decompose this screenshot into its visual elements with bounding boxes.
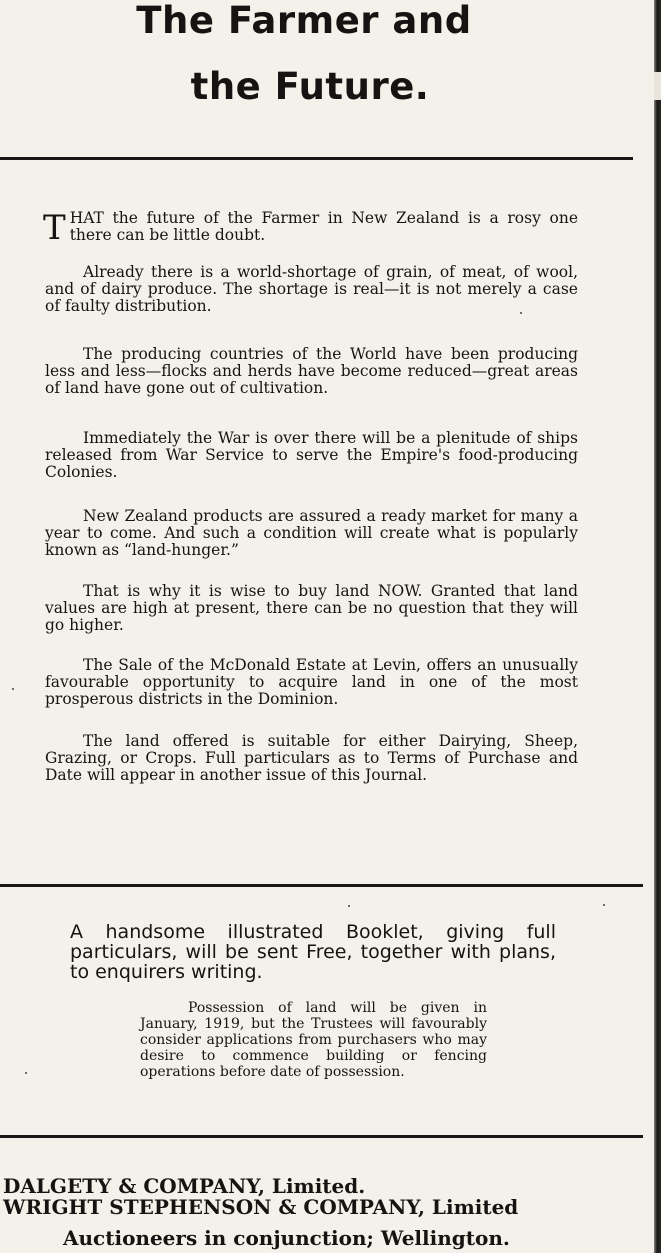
article-paragraph-7: The Sale of the McDonald Estate at Levin, offers an unusually favourable opportunity to acquire land in one of the most prosperous districts in the Dominion. (45, 656, 578, 708)
page-edge-gap (654, 72, 661, 100)
print-speck (520, 312, 522, 314)
article-paragraph-2: Already there is a world-shortage of grain, of meat, of wool, and of dairy produce. The shortage is real—it is not merely a case of faulty distribution. (45, 263, 578, 315)
middle-divider (0, 884, 643, 887)
headline-line-1: The Farmer and (136, 0, 472, 42)
top-divider (0, 157, 633, 160)
print-speck (25, 1072, 27, 1074)
page-edge-border (654, 0, 661, 1253)
headline-line-2: the Future. (190, 65, 430, 108)
article-paragraph-6: That is why it is wise to buy land NOW. Granted that land values are high at present, there can be no question that they will go higher. (45, 582, 578, 634)
auctioneers-line: Auctioneers in conjunction; Wellington. (63, 1226, 510, 1250)
print-speck (603, 904, 605, 906)
article-paragraph-1-text: HAT the future of the Farmer in New Zealand is a rosy one there can be little doubt. (69, 209, 578, 244)
company-line-dalgety: DALGETY & COMPANY, Limited. (3, 1174, 366, 1198)
possession-notice: Possession of land will be given in January, 1919, but the Trustees will favourably consider applications from purchasers who may desire to commence building or fencing operations before date of possession. (140, 1000, 487, 1080)
article-paragraph-1 (43, 208, 578, 248)
article-paragraph-8: The land offered is suitable for either Dairying, Sheep, Grazing, or Crops. Full particulars as to Terms of Purchase and Date will appear in another issue of this Journal. (45, 732, 578, 784)
article-paragraph-4: Immediately the War is over there will be a plenitude of ships released from War Service to serve the Empire's food-producing Colonies. (45, 429, 578, 481)
bottom-divider (0, 1135, 643, 1138)
drop-cap: T (43, 208, 66, 248)
article-paragraph-5: New Zealand products are assured a ready market for many a year to come. And such a condition will create what is popularly known as “land-hunger.” (45, 507, 578, 559)
article-paragraph-3: The producing countries of the World have been producing less and less—flocks and herds have become reduced—great areas of land have gone out of cultivation. (45, 345, 578, 397)
print-speck (12, 688, 14, 690)
booklet-notice: A handsome illustrated Booklet, giving full particulars, will be sent Free, together with plans, to enquirers writing. (70, 921, 556, 983)
print-speck (348, 905, 350, 907)
company-line-wright-stephenson: WRIGHT STEPHENSON & COMPANY, Limited (3, 1195, 519, 1219)
